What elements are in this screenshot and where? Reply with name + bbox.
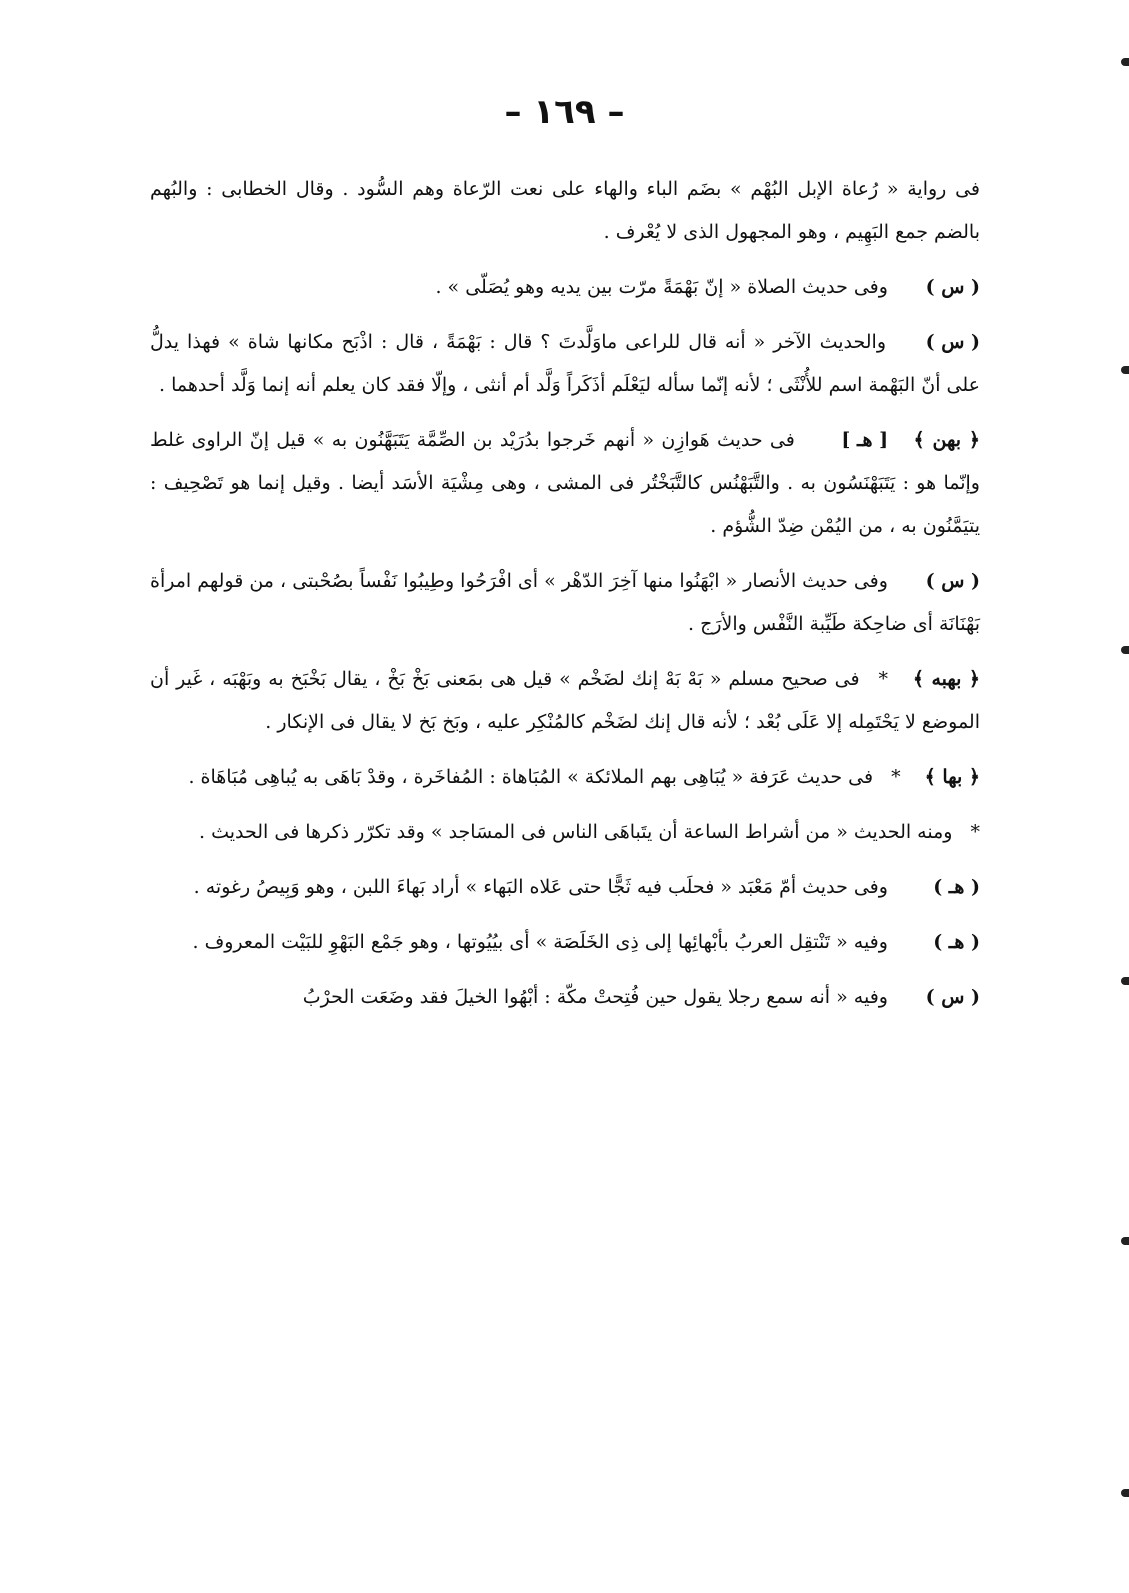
paragraph-text: وفى حديث الصلاة « إنّ بَهْمَةً مرّت بين يديه وهو يُصَلّى » . [435,276,888,298]
page-body [150,168,980,1031]
paragraph-text: فى حديث عَرَفة « يُبَاهِى بهم الملائكة » المُبَاهاة : المُفاخَرة ، وقدْ بَاهَى به يُباهِى مُبَاهَاة . [188,766,874,788]
paragraph-text: وفيه « أنه سمع رجلا يقول حين فُتِحتْ مكّة : أبْهُوا الخيلَ فقد وضَعَت الحرْبُ [302,986,888,1008]
scan-edge-mark [1121,366,1129,374]
star-marker: * [970,821,980,843]
paragraph-2 [150,266,980,309]
source-marker: ( س ) [925,986,980,1008]
paragraph-1 [150,168,980,254]
paragraph-10 [150,921,980,964]
source-marker: ( هـ ) [933,876,980,898]
scan-edge-mark [1121,1489,1129,1497]
source-marker: [ هـ ] [841,429,889,451]
paragraph-text: فى حديث هَوازِن « أنهم خَرجوا بدُرَيْد بن الصِّمَّة يَتَبَهَّنُون به » قيل إنّ الراوى غلط وإنّما هو : يَتَبَهْنَسُون به . والتَّبَهْنُس كالتَّبَخْتُر فى المشى ، وهى مِشْيَة الأسَد أيضا . وقيل إنما هو تَصْحِيف : يتيَمَّنُون به ، من اليُمْن ضِدّ الشُّؤم . [150,429,980,537]
scan-edge-mark [1121,58,1129,66]
paragraph-text: ومنه الحديث « من أشراط الساعة أن يتَباهَى الناس فى المسَاجد » وقد تكرّر ذكرها فى الحديث . [198,821,953,843]
scan-edge-mark [1121,1237,1129,1245]
star-marker: * [891,766,901,788]
star-marker: * [878,668,888,690]
source-marker: ( س ) [925,276,980,298]
paragraph-text: وفى حديث الأنصار « ابْهَنُوا منها آخِرَ الدّهْر » أى افْرَحُوا وطِيبُوا نَفْساً بصُحْبتى ، من قولهم امرأة بَهْنَانَة أى ضاحِكة طَيِّبة النَّفْس والأرَج . [150,570,980,635]
paragraph-8 [150,811,980,854]
paragraph-text: فى رواية « رُعاة الإبل البُهْم » بضَم الباء والهاء على نعت الرّعاة وهم السُّود . وقال الخطابى : والبُهم بالضم جمع البَهِيم ، وهو المجهول الذى لا يُعْرف . [150,178,980,243]
page-number: – ١٦٩ – [504,92,625,132]
paragraph-5 [150,560,980,646]
paragraph-9 [150,866,980,909]
paragraph-text: والحديث الآخر « أنه قال للراعى ماوَلَّدتَ ؟ قال : بَهْمَةً ، قال : اذْبَح مكانها شاة » فهذا يدلُّ على أنّ البَهْمة اسم للأُنْثَى ؛ لأنه إنّما سأله ليَعْلَم أذَكَراً وَلَّد أم أنثى ، وإلّا فقد كان يعلم أنه إنما وَلَّد أحدهما . [150,331,980,396]
paragraph-11 [150,976,980,1019]
source-marker: ( س ) [925,331,980,353]
entry-headword: ﴿ بها ﴾ [924,766,980,788]
entry-headword: ﴿ بهن ﴾ [913,429,980,451]
source-marker: ( س ) [925,570,980,592]
paragraph-text: وفى حديث أمّ مَعْبَد « فحلَب فيه ثَجًّا حتى عَلاه البَهاء » أراد بَهاءَ اللبن ، وهو وَبِيصُ رغوته . [193,876,888,898]
scan-edge-mark [1121,977,1129,985]
source-marker: ( هـ ) [933,931,980,953]
paragraph-text: فى صحيح مسلم « بَهْ بَهْ إنك لضَخْم » قيل هى بمَعنى بَخْ بَخْ ، يقال بَخْبَخ به وبَهْبَه ، غَير أن الموضع لا يَحْتَمِله إلا عَلَى بُعْد ؛ لأنه قال إنك لضَخْم كالمُنْكِر عليه ، وبَخ بَخ لا يقال فى الإنكار . [150,668,980,733]
paragraph-3 [150,321,980,407]
entry-bhn [150,419,980,548]
entry-headword: ﴿ بهبه ﴾ [912,668,981,690]
entry-bhbh [150,658,980,744]
entry-bha [150,756,980,799]
scan-edge-mark [1121,646,1129,654]
paragraph-text: وفيه « تَنْتقِل العربُ بأبْهائِها إلى ذِى الخَلَصَة » أى بيُيُوتها ، وهو جَمْع البَهْوِ للبَيْت المعروف . [192,931,888,953]
